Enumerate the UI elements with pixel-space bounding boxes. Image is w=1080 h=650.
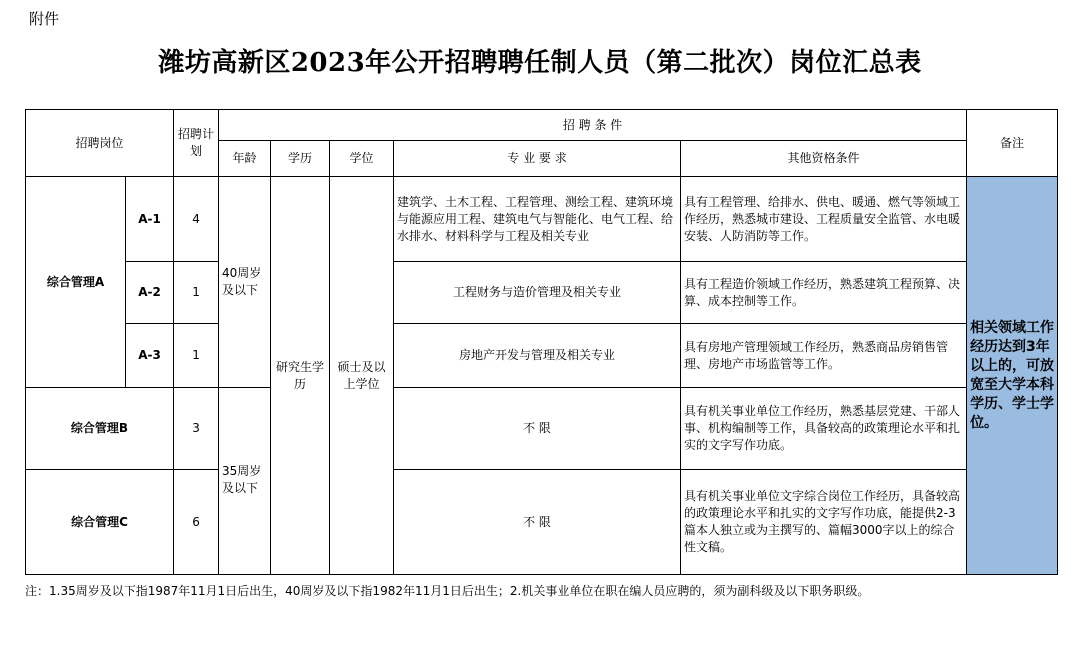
remark-note: 相关领域工作经历达到3年以上的，可放宽至大学本科学历、学士学位。 — [967, 177, 1058, 575]
group-b-label: 综合管理B — [26, 388, 174, 470]
major-requirement: 不 限 — [394, 470, 681, 575]
header-other: 其他资格条件 — [681, 141, 967, 177]
major-requirement: 工程财务与造价管理及相关专业 — [394, 262, 681, 324]
table-row — [26, 470, 1058, 575]
header-degree: 学位 — [330, 141, 394, 177]
education-value: 研究生学历 — [271, 177, 330, 575]
plan-count: 6 — [174, 470, 219, 575]
position-code: A-1 — [126, 177, 174, 262]
other-qualification: 具有机关事业单位工作经历，熟悉基层党建、干部人事、机构编制等工作，具备较高的政策理论水平和扎实的文字写作功底。 — [681, 388, 967, 470]
other-qualification: 具有房地产管理领域工作经历，熟悉商品房销售管理、房地产市场监管等工作。 — [681, 324, 967, 388]
major-requirement: 建筑学、土木工程、工程管理、测绘工程、建筑环境与能源应用工程、建筑电气与智能化、电气工程、给水排水、材料科学与工程及相关专业 — [394, 177, 681, 262]
other-qualification: 具有机关事业单位文字综合岗位工作经历，具备较高的政策理论水平和扎实的文字写作功底，能提供2-3篇本人独立或为主撰写的、篇幅3000字以上的综合性文稿。 — [681, 470, 967, 575]
age-a: 40周岁及以下 — [219, 177, 271, 388]
plan-count: 3 — [174, 388, 219, 470]
major-requirement: 房地产开发与管理及相关专业 — [394, 324, 681, 388]
major-requirement: 不 限 — [394, 388, 681, 470]
positions-table — [25, 109, 1058, 575]
other-qualification: 具有工程造价领域工作经历，熟悉建筑工程预算、决算、成本控制等工作。 — [681, 262, 967, 324]
age-bc: 35周岁及以下 — [219, 388, 271, 575]
other-qualification: 具有工程管理、给排水、供电、暖通、燃气等领域工作经历，熟悉城市建设、工程质量安全监管、水电暖安装、人防消防等工作。 — [681, 177, 967, 262]
plan-count: 1 — [174, 324, 219, 388]
group-c-label: 综合管理C — [26, 470, 174, 575]
plan-count: 4 — [174, 177, 219, 262]
position-code: A-3 — [126, 324, 174, 388]
header-remarks: 备注 — [967, 110, 1058, 177]
position-code: A-2 — [126, 262, 174, 324]
page-title: 潍坊高新区2023年公开招聘聘任制人员（第二批次）岗位汇总表 — [158, 48, 922, 78]
degree-value: 硕士及以上学位 — [330, 177, 394, 575]
header-major: 专 业 要 求 — [394, 141, 681, 177]
table-row — [26, 388, 1058, 470]
header-position: 招聘岗位 — [26, 110, 174, 177]
header-plan: 招聘计划 — [174, 110, 219, 177]
footnote: 注：1.35周岁及以下指1987年11月1日后出生，40周岁及以下指1982年11月1日后出生；2.机关事业单位在职在编人员应聘的，须为副科级及以下职务职级。 — [25, 584, 870, 598]
table-row — [26, 262, 1058, 324]
header-conditions: 招 聘 条 件 — [219, 110, 967, 141]
attachment-label: 附件 — [29, 10, 60, 28]
header-age: 年龄 — [219, 141, 271, 177]
table-row — [26, 177, 1058, 262]
header-education: 学历 — [271, 141, 330, 177]
plan-count: 1 — [174, 262, 219, 324]
group-a-label: 综合管理A — [26, 177, 126, 388]
table-row — [26, 324, 1058, 388]
